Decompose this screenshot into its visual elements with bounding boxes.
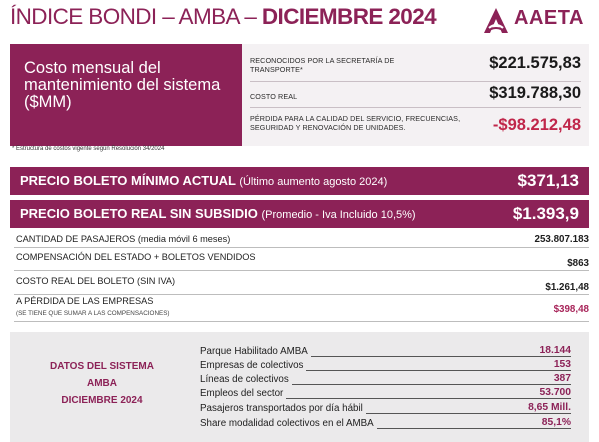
stat-value: 18.144 [539, 345, 571, 356]
cost-panel-label: Costo mensual del mantenimiento del sistema ($MM) [24, 59, 221, 111]
system-data-panel [10, 332, 589, 442]
stat-lineas [200, 374, 571, 388]
fare-bar-real [10, 200, 589, 228]
detail-row-value: $1.261,48 [545, 282, 589, 293]
stat-empresas [200, 360, 571, 374]
system-data-title-line: DATOS DEL SISTEMA [50, 361, 154, 372]
brand-logo-icon [480, 6, 512, 36]
fare-bar-title: PRECIO BOLETO MÍNIMO ACTUAL [20, 173, 240, 188]
brand-logo [480, 6, 595, 36]
fare-bar-minimo [10, 167, 589, 195]
stat-value: 387 [553, 373, 571, 384]
cost-row-value: $319.788,30 [489, 84, 581, 102]
page-title [10, 4, 436, 30]
divider [14, 247, 589, 248]
stat-pasajeros-dia [200, 403, 571, 417]
fare-bar-subtitle: (Promedio - Iva Incluido 10,5%) [261, 209, 416, 221]
divider [250, 81, 581, 82]
cost-row-reconocidos [250, 54, 581, 78]
detail-row-pasajeros [14, 232, 589, 248]
stat-empleos [200, 388, 571, 402]
stat-value: 53.700 [539, 387, 571, 398]
fare-bar-label [20, 173, 387, 188]
title-date: DICIEMBRE 2024 [261, 4, 437, 29]
cost-row-perdida [250, 112, 581, 140]
cost-row-value: -$98.212,48 [492, 116, 581, 134]
stat-label: Empresas de colectivos [200, 360, 306, 371]
stat-label: Líneas de colectivos [200, 374, 292, 385]
cost-row-label: PÉRDIDA PARA LA CALIDAD DEL SERVICIO, FRECUENCIAS, SEGURIDAD Y RENOVACIÓN DE UNIDADES. [250, 114, 461, 132]
cost-panel-values [242, 44, 589, 146]
stat-value: 85,1% [541, 417, 571, 428]
title-prefix: ÍNDICE BONDI – AMBA – [10, 4, 262, 29]
fare-bar-value: $371,13 [517, 171, 579, 190]
stat-label: Parque Habilitado AMBA [200, 346, 311, 357]
detail-row-value: $863 [567, 258, 589, 269]
cost-row-value: $221.575,83 [489, 54, 581, 72]
detail-row-compensacion [14, 250, 589, 270]
detail-row-costo-boleto [14, 274, 589, 294]
detail-row-perdida [14, 296, 589, 324]
detail-row-label: CANTIDAD DE PASAJEROS (media móvil 6 meses) [16, 234, 231, 244]
detail-row-value: $398,48 [553, 304, 589, 315]
divider [14, 270, 589, 271]
detail-row-label: A PÉRDIDA DE LAS EMPRESAS [16, 296, 154, 306]
stat-value: 8,65 Mill. [528, 402, 571, 413]
stat-parque [200, 346, 571, 360]
brand-name: AAETA [514, 7, 584, 29]
detail-row-value: 253.807.183 [534, 234, 589, 245]
fare-bar-value: $1.393,9 [512, 204, 579, 223]
system-data-title [32, 358, 172, 409]
stat-label: Pasajeros transportados por día hábil [200, 403, 366, 414]
cost-row-label: RECONOCIDOS POR LA SECRETARÍA DE TRANSPORTE* [250, 56, 395, 74]
stat-label: Empleos del sector [200, 388, 286, 399]
stat-label: Share modalidad colectivos en el AMBA [200, 418, 377, 429]
divider [250, 107, 581, 108]
cost-footnote: * Estructura de costos vigente según Resolución 34/2024 [12, 146, 165, 152]
detail-row-sublabel: (SE TIENE QUE SUMAR A LAS COMPENSACIONES) [16, 310, 170, 317]
detail-row-label: COSTO REAL DEL BOLETO (SIN IVA) [16, 276, 176, 286]
detail-row-label: COMPENSACIÓN DEL ESTADO + BOLETOS VENDIDOS [16, 252, 256, 262]
divider [14, 294, 589, 295]
cost-row-label: COSTO REAL [250, 92, 298, 101]
stat-value: 153 [553, 359, 571, 370]
stat-share [200, 418, 571, 432]
fare-bar-title: PRECIO BOLETO REAL SIN SUBSIDIO [20, 206, 262, 221]
system-data-title-line: AMBA [87, 378, 117, 389]
system-data-title-line: DICIEMBRE 2024 [61, 395, 143, 406]
cost-row-costo-real [250, 84, 581, 108]
fare-bar-label [20, 206, 416, 221]
cost-panel-label-box [10, 44, 242, 146]
fare-bar-subtitle: (Último aumento agosto 2024) [239, 176, 388, 188]
divider [14, 321, 589, 322]
